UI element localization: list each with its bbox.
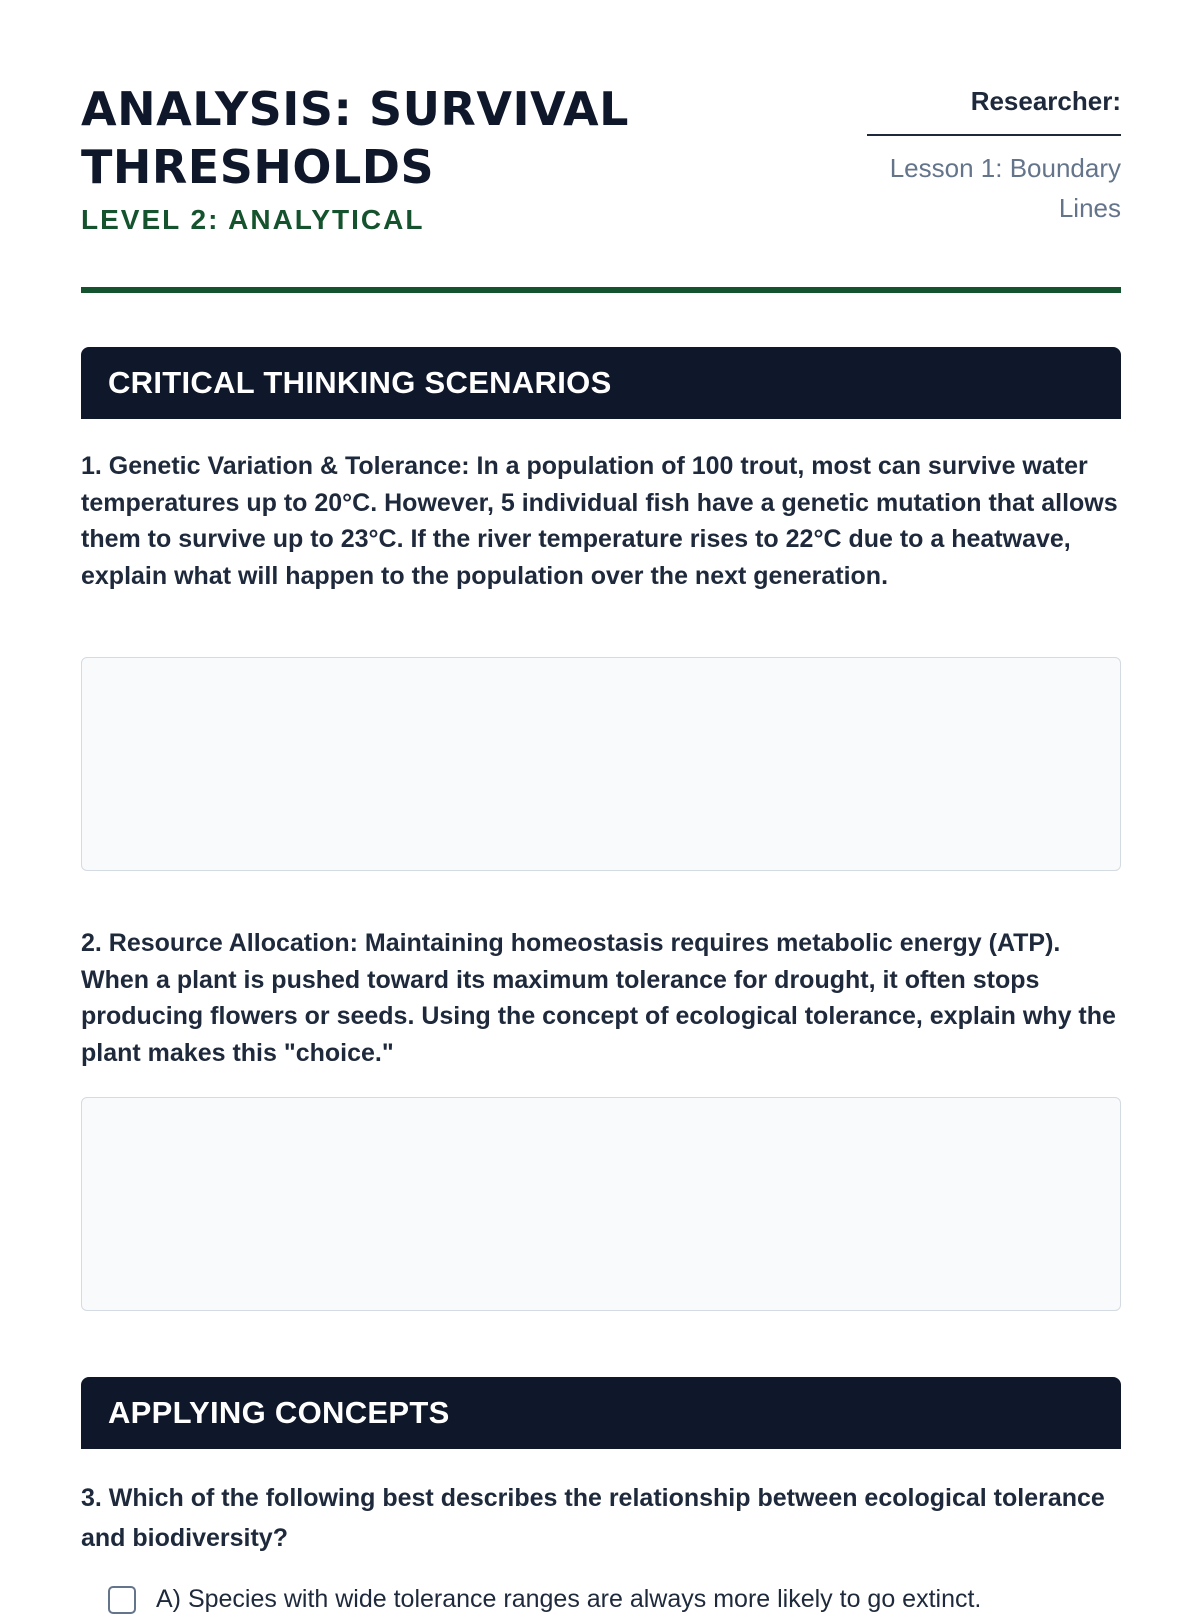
section-title: CRITICAL THINKING SCENARIOS bbox=[108, 365, 612, 400]
level-subtitle: LEVEL 2: ANALYTICAL bbox=[81, 204, 425, 235]
section-header-applying-concepts bbox=[81, 1377, 1121, 1449]
question-3: 3. Which of the following best describes the relationship between ecological tolerance and biodiversity? bbox=[81, 1484, 1105, 1552]
page-title: ANALYSIS: SURVIVAL THRESHOLDS bbox=[81, 82, 629, 194]
researcher-label: Researcher: bbox=[970, 86, 1121, 116]
question-2: 2. Resource Allocation: Maintaining homeostasis requires metabolic energy (ATP). When a plant is pushed toward its maximum tolerance for drought, it often stops producing flowers or seeds. Using the concept of ecological tolerance, explain why the plant makes this "choice." bbox=[81, 929, 1116, 1068]
answer-box-1[interactable] bbox=[81, 657, 1121, 871]
section-header-critical-thinking bbox=[81, 347, 1121, 419]
checkbox[interactable] bbox=[108, 1586, 136, 1614]
option-a-label: A) Species with wide tolerance ranges are always more likely to go extinct. bbox=[156, 1585, 982, 1613]
worksheet-page bbox=[81, 0, 1121, 1613]
header-divider bbox=[81, 287, 1121, 293]
researcher-name-line[interactable] bbox=[867, 134, 1121, 136]
section-title: APPLYING CONCEPTS bbox=[108, 1395, 450, 1430]
header-meta bbox=[851, 84, 1121, 228]
question-1: 1. Genetic Variation & Tolerance: In a population of 100 trout, most can survive water temperatures up to 20°C. However, 5 individual fish have a genetic mutation that allows them to survive up to 23°C. If the river temperature rises to 22°C due to a heatwave, explain what will happen to the population over the next generation. bbox=[81, 452, 1118, 591]
option-a[interactable] bbox=[108, 1582, 1121, 1622]
lesson-label: Lesson 1: Boundary Lines bbox=[889, 153, 1121, 223]
worksheet-header bbox=[81, 0, 1121, 294]
answer-box-2[interactable] bbox=[81, 1097, 1121, 1311]
